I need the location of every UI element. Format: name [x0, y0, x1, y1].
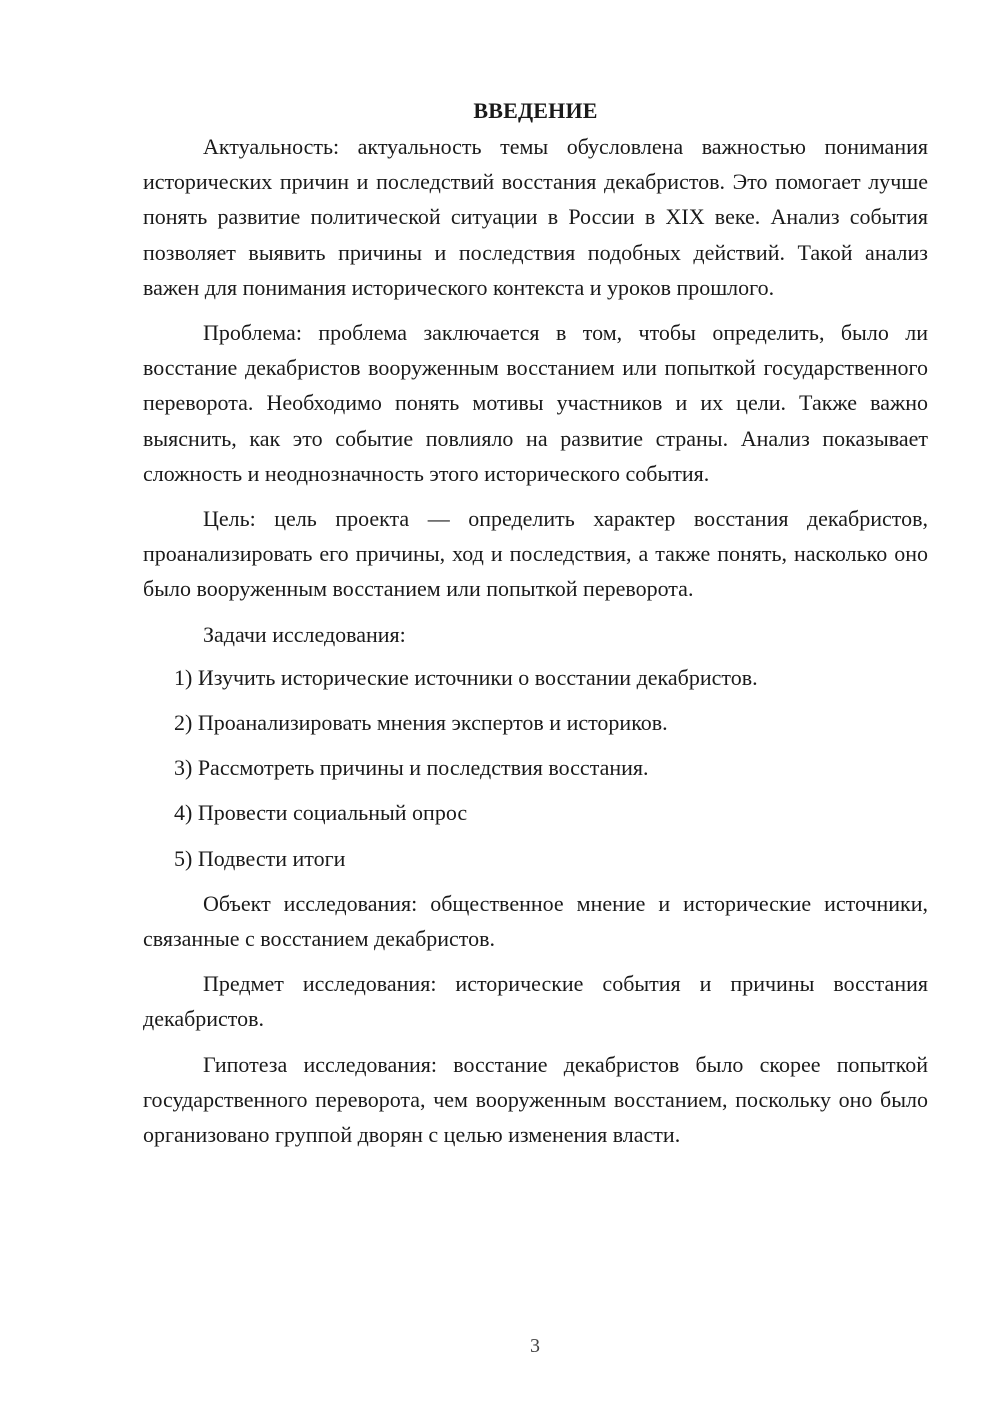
paragraph-tasks-title: Задачи исследования: [203, 621, 406, 647]
task-item-3: 3) Рассмотреть причины и последствия восстания. [174, 755, 649, 781]
paragraph-goal: Цель: цель проекта — определить характер восстания декабристов, проанализировать его причины, ход и последствия, а также понять, насколько оно было вооруженным восстанием или попыткой переворота. [143, 506, 928, 602]
paragraph-relevance: Актуальность: актуальность темы обусловлена важностью понимания исторических причин и последствий восстания декабристов. Это помогает лучше понять развитие политической ситуации в России в XIX веке. Анализ события позволяет выявить причины и последствия подобных действий. Такой анализ важен для понимания исторического контекста и уроков прошлого. [143, 134, 928, 300]
paragraph-problem: Проблема: проблема заключается в том, чтобы определить, было ли восстание декабристов вооруженным восстанием или попыткой государственного переворота. Необходимо понять мотивы участников и их цели. Также важно выяснить, как это событие повлияло на развитие страны. Анализ показывает сложность и неоднозначность этого исторического события. [143, 320, 928, 486]
task-item-5: 5) Подвести итоги [174, 845, 346, 871]
paragraph-subject: Предмет исследования: исторические события и причины восстания декабристов. [143, 971, 928, 1032]
task-item-2: 2) Проанализировать мнения экспертов и историков. [174, 710, 668, 736]
page-content [143, 95, 928, 1162]
page-heading: ВВЕДЕНИЕ [473, 98, 598, 123]
page-number: 3 [530, 1335, 540, 1357]
task-item-4: 4) Провести социальный опрос [174, 800, 468, 826]
paragraph-hypothesis: Гипотеза исследования: восстание декабристов было скорее попыткой государственного переворота, чем вооруженным восстанием, поскольку оно было организовано группой дворян с целью изменения власти. [143, 1051, 928, 1148]
paragraph-object: Объект исследования: общественное мнение и исторические источники, связанные с восстанием декабристов. [143, 890, 928, 952]
task-item-1: 1) Изучить исторические источники о восстании декабристов. [174, 664, 758, 690]
